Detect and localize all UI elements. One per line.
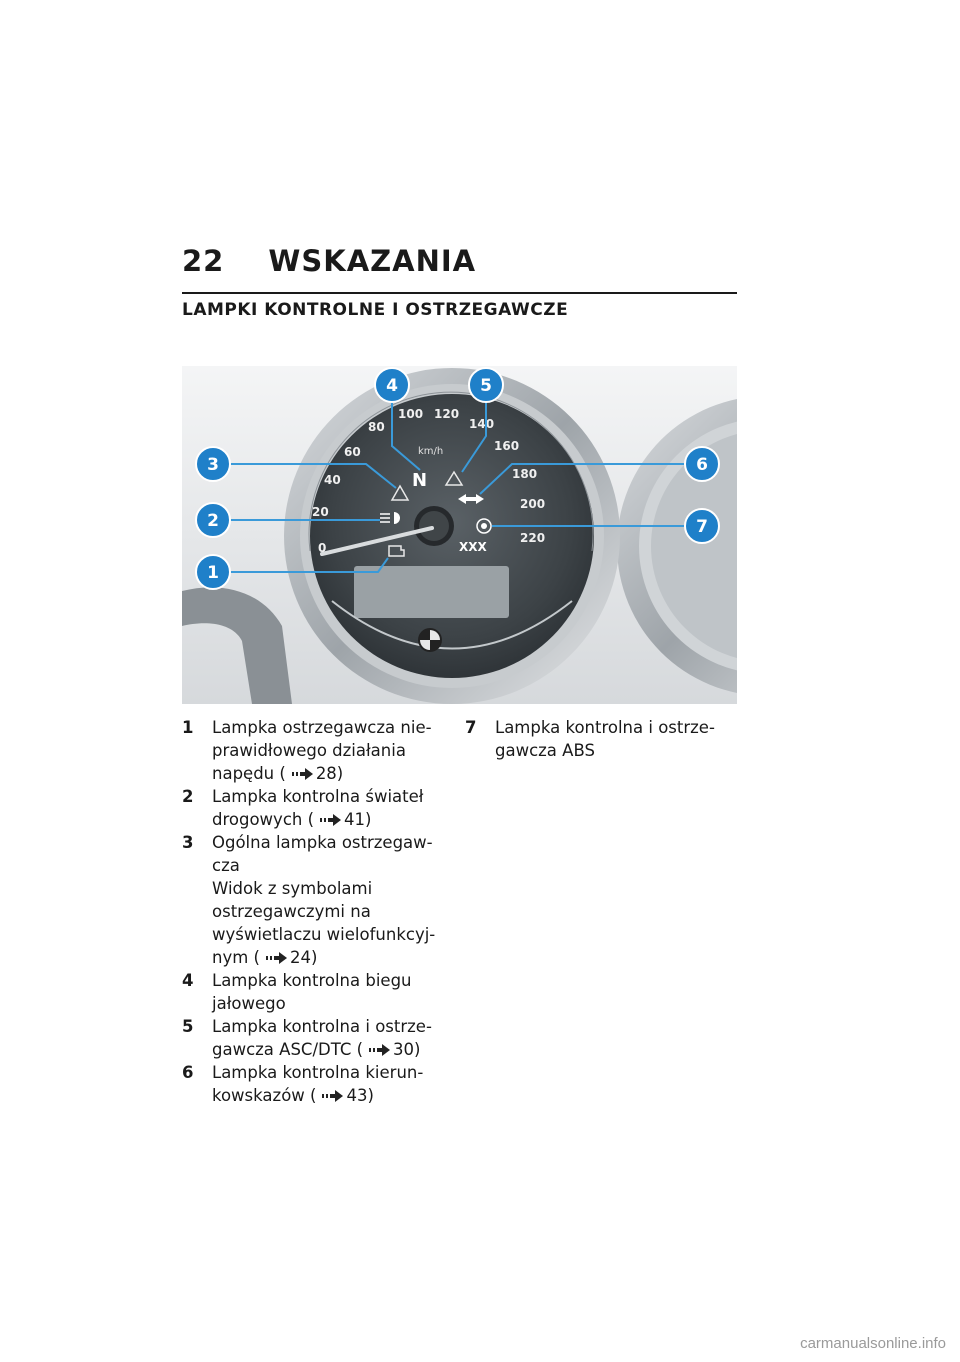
legend-item bbox=[182, 1015, 452, 1061]
page-number: 22 bbox=[182, 244, 225, 278]
item-number: 6 bbox=[182, 1063, 194, 1082]
bmw-logo-icon bbox=[418, 628, 442, 652]
scale-label: 180 bbox=[512, 467, 538, 481]
neutral-indicator: N bbox=[412, 470, 428, 491]
item-line: ostrzegawczymi na bbox=[212, 902, 371, 921]
page-reference[interactable]: ( 30) bbox=[356, 1040, 421, 1059]
callout-4 bbox=[375, 368, 409, 402]
page-reference[interactable]: ( 28) bbox=[279, 764, 344, 783]
svg-text:4: 4 bbox=[386, 376, 398, 396]
scale-label: 100 bbox=[398, 407, 424, 421]
item-number: 4 bbox=[182, 971, 194, 990]
legend-left-column bbox=[182, 716, 452, 1107]
page-reference-arrow-icon bbox=[292, 768, 314, 780]
item-line: nym bbox=[212, 948, 249, 967]
page-reference-arrow-icon bbox=[266, 952, 288, 964]
item-line: drogowych bbox=[212, 810, 303, 829]
page-reference[interactable]: ( 41) bbox=[307, 810, 372, 829]
item-number: 3 bbox=[182, 833, 194, 852]
page-header bbox=[182, 244, 476, 278]
scale-label: 80 bbox=[368, 420, 385, 434]
instrument-cluster-figure bbox=[182, 366, 737, 704]
legend-item bbox=[182, 716, 452, 785]
lcd-display bbox=[354, 566, 509, 618]
item-number: 7 bbox=[465, 718, 477, 737]
legend-item bbox=[182, 831, 452, 969]
item-line: Lampka kontrolna i ostrze- bbox=[495, 718, 715, 737]
svg-text:2: 2 bbox=[207, 511, 219, 531]
callout-1 bbox=[196, 555, 230, 589]
item-line: napędu bbox=[212, 764, 275, 783]
item-line: Widok z symbolami bbox=[212, 879, 373, 898]
callout-5 bbox=[469, 368, 503, 402]
legend-item bbox=[182, 1061, 452, 1107]
header-rule bbox=[182, 292, 737, 294]
callout-3 bbox=[196, 447, 230, 481]
section-title: LAMPKI KONTROLNE I OSTRZEGAWCZE bbox=[182, 300, 569, 320]
item-line: Ogólna lampka ostrzegaw- bbox=[212, 833, 433, 852]
legend-item bbox=[182, 785, 452, 831]
svg-text:5: 5 bbox=[480, 376, 492, 396]
item-line: Lampka kontrolna i ostrze- bbox=[212, 1017, 432, 1036]
scale-label: 40 bbox=[324, 473, 341, 487]
svg-text:1: 1 bbox=[207, 563, 219, 583]
chapter-title: WSKAZANIA bbox=[268, 244, 477, 278]
legend-item bbox=[465, 716, 737, 762]
item-line: Lampka kontrolna biegu bbox=[212, 971, 412, 990]
callout-7 bbox=[685, 509, 719, 543]
scale-label: 120 bbox=[434, 407, 460, 421]
item-number: 5 bbox=[182, 1017, 194, 1036]
item-line: Lampka kontrolna kierun- bbox=[212, 1063, 424, 1082]
item-line: wyświetlaczu wielofunkcyj- bbox=[212, 925, 436, 944]
svg-text:3: 3 bbox=[207, 455, 219, 475]
scale-label: 220 bbox=[520, 531, 546, 545]
page-reference-arrow-icon bbox=[320, 814, 342, 826]
unit-label: km/h bbox=[418, 446, 444, 457]
high-beam-icon bbox=[380, 512, 400, 524]
scale-label: 20 bbox=[312, 505, 329, 519]
item-line: gawcza ASC/DTC bbox=[212, 1040, 352, 1059]
scale-label: 140 bbox=[469, 417, 495, 431]
item-line: prawidłowego działania bbox=[212, 741, 406, 760]
speedometer-illustration bbox=[182, 366, 737, 704]
item-number: 1 bbox=[182, 718, 194, 737]
item-line: Lampka kontrolna świateł bbox=[212, 787, 424, 806]
item-line: jałowego bbox=[212, 994, 286, 1013]
svg-text:6: 6 bbox=[696, 455, 708, 475]
page-reference[interactable]: ( 43) bbox=[310, 1086, 374, 1105]
item-number: 2 bbox=[182, 787, 194, 806]
item-line: gawcza ABS bbox=[495, 741, 595, 760]
scale-label: 200 bbox=[520, 497, 546, 511]
callout-2 bbox=[196, 503, 230, 537]
page-reference-arrow-icon bbox=[369, 1044, 391, 1056]
scale-label: 60 bbox=[344, 445, 361, 459]
scale-label: 0 bbox=[318, 541, 327, 555]
item-line: cza bbox=[212, 856, 240, 875]
item-line: Lampka ostrzegawcza nie- bbox=[212, 718, 432, 737]
footer-watermark: carmanualsonline.info bbox=[800, 1335, 946, 1352]
scale-label: 160 bbox=[494, 439, 520, 453]
page-reference-arrow-icon bbox=[322, 1090, 344, 1102]
callout-6 bbox=[685, 447, 719, 481]
page-reference[interactable]: ( 24) bbox=[253, 948, 318, 967]
legend-right-column bbox=[465, 716, 737, 762]
display-placeholder: XXX bbox=[459, 540, 487, 554]
legend-item bbox=[182, 969, 452, 1015]
svg-text:7: 7 bbox=[696, 517, 708, 537]
item-line: kowskazów bbox=[212, 1086, 305, 1105]
